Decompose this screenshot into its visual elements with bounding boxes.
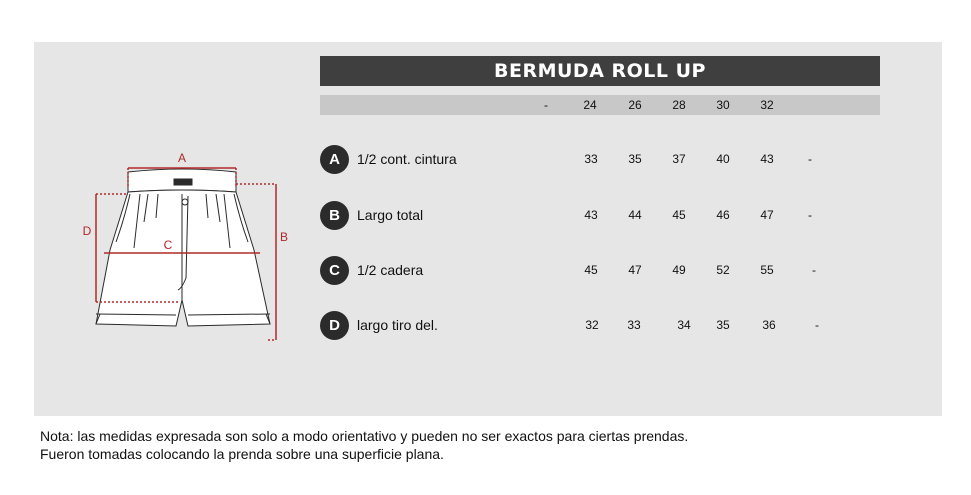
measure-value: 52 <box>716 263 730 277</box>
measure-value: - <box>808 208 812 222</box>
measure-value: 33 <box>627 318 641 332</box>
measure-row-c <box>320 256 880 286</box>
measure-value: 45 <box>584 263 598 277</box>
measure-value: 45 <box>672 208 686 222</box>
measure-value: 44 <box>628 208 642 222</box>
measure-value: 32 <box>585 318 599 332</box>
size-header-cell: 26 <box>628 98 642 112</box>
measure-value: - <box>812 263 816 277</box>
row-label: 1/2 cont. cintura <box>357 151 457 167</box>
measure-row-b <box>320 201 880 231</box>
row-letter-badge: B <box>320 201 349 230</box>
row-label: 1/2 cadera <box>357 262 424 278</box>
diagram-label-c: C <box>163 238 173 252</box>
size-header-cell: 24 <box>583 98 597 112</box>
measure-value: 43 <box>760 152 774 166</box>
diagram-label-a: A <box>177 151 187 165</box>
measure-value: 35 <box>628 152 642 166</box>
row-label: largo tiro del. <box>357 317 438 333</box>
row-letter-badge: D <box>320 311 349 340</box>
size-header-cell: 32 <box>760 98 774 112</box>
measure-value: 46 <box>716 208 730 222</box>
measure-value: - <box>808 152 812 166</box>
measure-value: 49 <box>672 263 686 277</box>
measure-row-d <box>320 311 880 341</box>
size-header-cell: 30 <box>716 98 730 112</box>
shorts-diagram <box>78 150 298 350</box>
note-line-2: Fueron tomadas colocando la prenda sobre una superficie plana. <box>40 446 444 462</box>
measure-value: 55 <box>760 263 774 277</box>
measure-value: 47 <box>628 263 642 277</box>
measure-value: 36 <box>762 318 776 332</box>
diagram-label-d: D <box>82 224 92 238</box>
note-line-1: Nota: las medidas expresada son solo a modo orientativo y pueden no ser exactos para ciertas prendas. <box>40 428 689 444</box>
measure-value: 37 <box>672 152 686 166</box>
size-header-cell: - <box>544 98 548 112</box>
measure-row-a <box>320 145 880 175</box>
measure-value: 47 <box>760 208 774 222</box>
measure-value: 34 <box>677 318 691 332</box>
size-header-cell: 28 <box>672 98 686 112</box>
measure-value: 43 <box>584 208 598 222</box>
diagram-label-b: B <box>279 230 289 244</box>
product-title: BERMUDA ROLL UP <box>320 56 880 86</box>
row-letter-badge: C <box>320 256 349 285</box>
measure-value: - <box>815 318 819 332</box>
size-header-row <box>320 95 880 115</box>
measure-value: 33 <box>584 152 598 166</box>
row-letter-badge: A <box>320 145 349 174</box>
measure-value: 35 <box>716 318 730 332</box>
row-label: Largo total <box>357 207 424 223</box>
measure-value: 40 <box>716 152 730 166</box>
